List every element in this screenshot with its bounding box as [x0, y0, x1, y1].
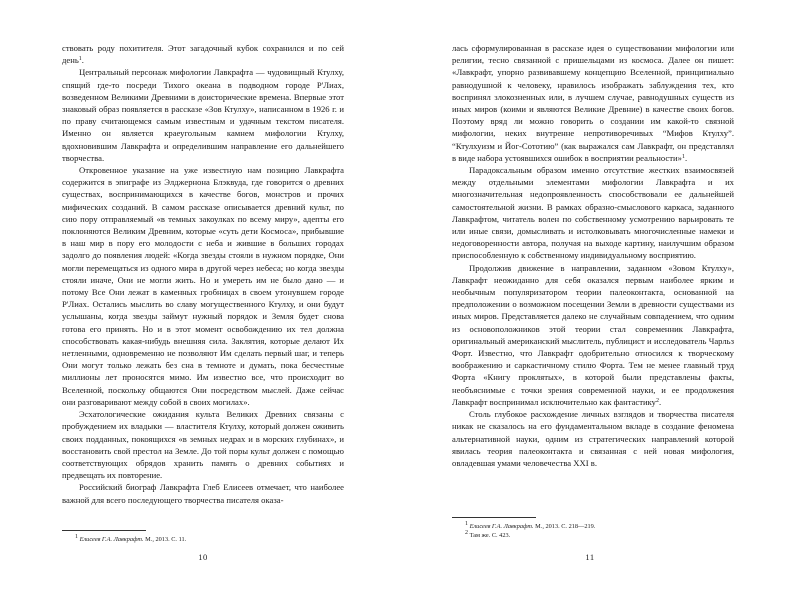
- left-page: [62, 42, 344, 543]
- paragraph: Столь глубокое расхождение личных взглядов и творчества писателя никак не сказалось на его фундаментальном вкладе в создание феномена альтернативной науки, одним из стратегических направлений которой явилась теория палеоконтакта и связанная с ней новая мифология, овладевшая умами человечества XXI в.: [452, 409, 734, 468]
- footnote: $^1$ Елисеев Г.А. Лавкрафт. М., 2013. С. 218—219.: [465, 521, 596, 530]
- paragraph: Откровенное указание на уже известную нам позицию Лавкрафта содержится в эпиграфе из Элджернона Блэквуда, где говорится о древних существах, воспринимающихся в качестве богов, монстров и прочих мифических созданий. В самом рассказе описывается древний культ, по сию пору отправляемый «в темных закоулках по всему миру», адепты его поклоняются Великим Древним, которые «суть дети Космоса», прибывшие в наш мир в пору его молодости с неба и жившие в больших городах задолго до появления людей: «Когда звезды стояли в нужном порядке, Они могли перемещаться из одного мира в другой через небеса; но когда звезды стояли иначе, Они не могли жить. Но и умереть им не было дано — и потому Все Они лежат в каменных гробницах в своем утонувшем городе Р'Лиах. Остались мыслить во славу могущественного Ктулху, и они будут услышаны, когда звезды займут нужный порядок и Земля будет снова готова его принять. Но и в этот момент освобождению их тел должна способствовать какая-нибудь внешняя сила. Заклятия, которые делают Их нетленными, одновременно не позволяют Им сделать первый шаг, и теперь Они могут только лежать без сна в темноте и думать, пока бесчестные миллионы лет проносятся мимо. Им известно все, что происходит во Вселенной, поскольку общаются Они посредством мыслей. Даже сейчас они разговаривают между собой в своих могилах».: [62, 165, 344, 407]
- paragraph: Российский биограф Лавкрафта Глеб Елисеев отмечает, что наиболее важной для всего последующего творчества писателя оказа-: [62, 482, 344, 505]
- left-page-body: [62, 42, 344, 526]
- footnote-ref: 2: [656, 397, 659, 404]
- paragraph: ствовать роду похитителя. Этот загадочный кубок сохранился и по сей день$^1$.: [62, 43, 344, 66]
- page-number-right: 11: [585, 552, 595, 562]
- paragraph: Эсхатологические ожидания культа Великих Древних связаны с пробуждением их владыки — властителя Ктулху, который должен оживить своих подданных, покоящихся «в земных недрах и в морских глубинах», и восстановить свой престол на Земле. До той поры культ должен с помощью соответствующих обрядов хранить память о древних событиях и предвещать их повторение.: [62, 409, 344, 481]
- footnote: $^1$ Елисеев Г.А. Лавкрафт. М., 2013. С. 11.: [75, 534, 187, 543]
- footnotes: [452, 517, 734, 540]
- right-page: [452, 42, 734, 539]
- paragraph: Продолжив движение в направлении, заданном «Зовом Ктулху», Лавкрафт неожиданно для себя оказался первым наиболее ярким и необычным популяризатором теории палеоконтакта, основанной на предположении о возможном посещении Земли в древности существами из иных миров. Представляется далеко не случайным совпадением, что одним из основоположников этой теории стал современник Лавкрафта, оригинальный американский мыслитель, публицист и исследователь Чарльз Форт. Известно, что Лавкрафт одобрительно относился к творческому воображению и саркастичному стилю Форта. Тем не менее главный труд Форта «Книгу проклятых», в которой были представлены факты, необъяснимые с точки зрения современной науки, и ее продолжения Лавкрафт воспринимал исключительно как фантастику$^2$.: [452, 262, 734, 407]
- page-number-left: 10: [198, 552, 208, 562]
- right-page-body: [452, 42, 734, 526]
- footnote-ref: 1: [78, 56, 82, 63]
- footnote-rule: [62, 530, 146, 531]
- footnote-ref: 1: [681, 153, 685, 160]
- footnote: $^2$ Там же. С. 423.: [465, 529, 511, 539]
- footnotes: [62, 530, 344, 545]
- paragraph: лась сформулированная в рассказе идея о существовании мифологии или религии, тесно связанной с пришельцами из космоса. Далее он пишет: «Лавкрафт, упорно развивавшему концепцию Вселенной, принципиально равнодушной к человеку, нравилось изображать заблуждения тех, кто воспринял злокозненных или, в лучшем случае, равнодушных существ из иных миров (коими и являются Великие Древние) в качестве своих богов. Поэтому вряд ли можно говорить о создании им какой-то связной мифологии, неких внутренне непротиворечивых “Мифов Ктулху”. “Ктулхуизм и Йог-Сототию” (как выражался сам Лавкрафт, он представлял в виде набора устоявшихся ошибок в восприятии реальности»$^1$.: [452, 43, 734, 163]
- footnote-rule: [452, 517, 536, 518]
- paragraph: Парадоксальным образом именно отсутствие жестких взаимосвязей между отдельными элементами мифологии Лавкрафта и их многозначительная недопроявленность способствовали ее дальнейшей самостоятельной жизни. В рамках образно-смыслового каркаса, заданного Лавкрафтом, читатель волен по собственному усмотрению варьировать те или иные связи, домысливать и истолковывать многочисленные намеки и недоговоренности автора, получая на выходе картину, наилучшим образом приспособленную к собственному индивидуальному восприятию.: [452, 165, 734, 261]
- paragraph: Центральный персонаж мифологии Лавкрафта — чудовищный Ктулху, спящий где-то посреди Тихого океана в подводном городе Р'Лиах, возведенном Великими Древними в доисторические времена. Впервые этот знаковый образ появляется в рассказе «Зов Ктулху», написанном в 1926 г. и по праву считающемся самым известным и удачным текстом писателя. Именно он является краеугольным камнем мифологии Ктулху, вдохновившим Лавкрафта и определившим направление его дальнейшего творчества.: [62, 67, 344, 163]
